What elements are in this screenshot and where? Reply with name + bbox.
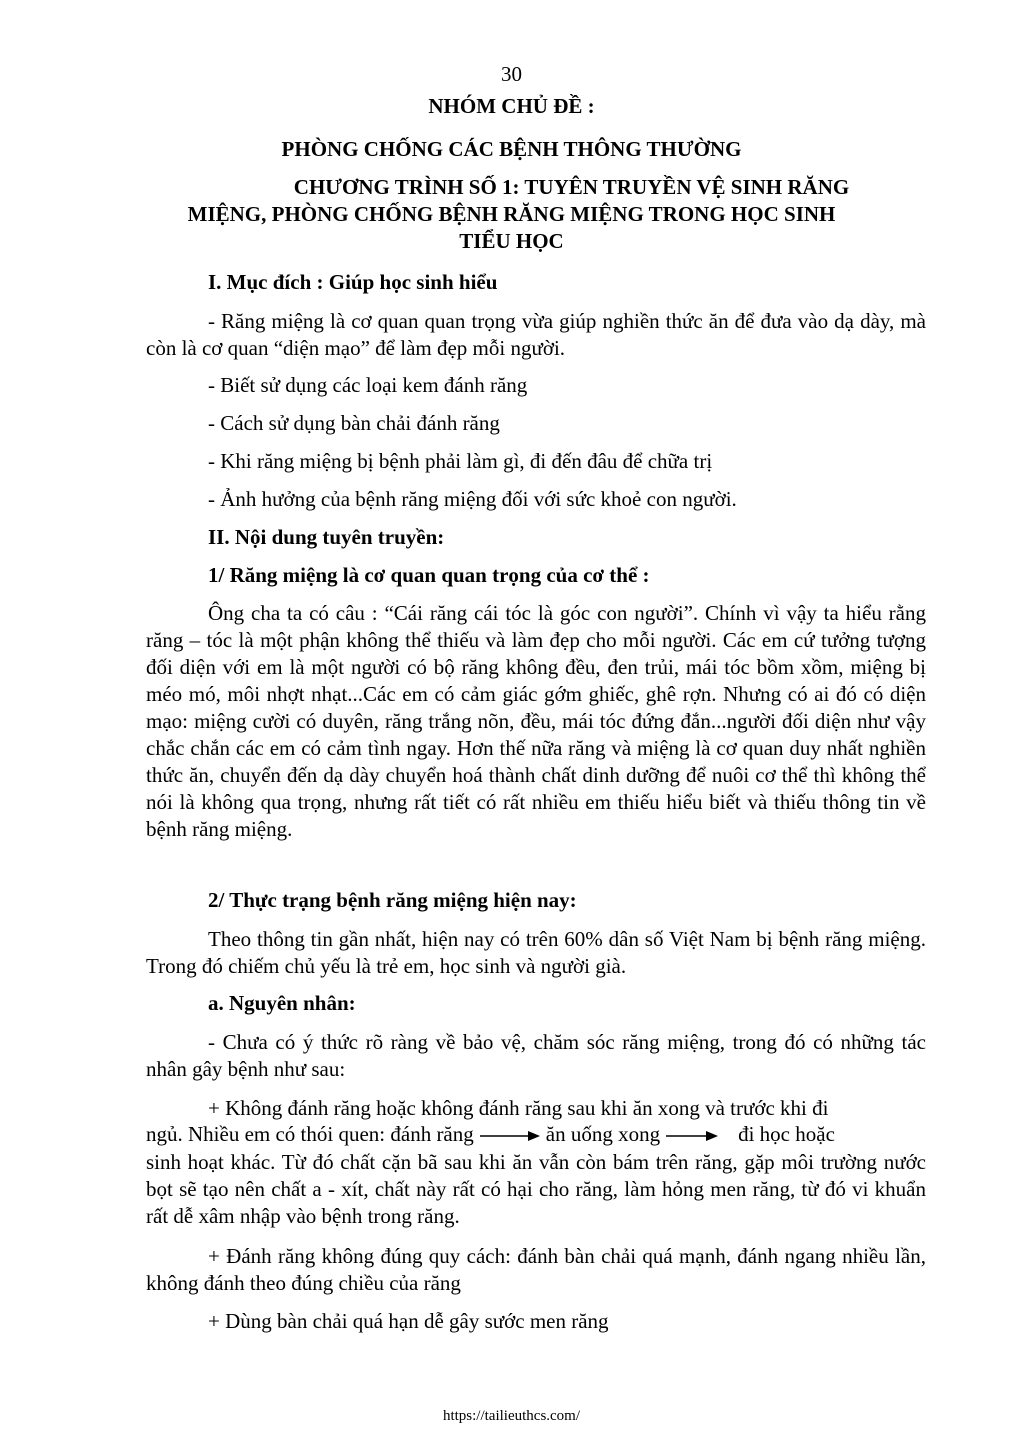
group-title: NHÓM CHỦ ĐỀ : (428, 94, 595, 118)
bullet-1-line-2 (146, 1122, 926, 1147)
purpose-item: - Biết sử dụng các loại kem đánh răng (208, 373, 528, 397)
section-1-intro: - Răng miệng là cơ quan quan trọng vừa giúp nghiền thức ăn để đưa vào dạ dày, mà còn là cơ quan “diện mạo” để làm đẹp mỗi người. (146, 309, 926, 360)
subsection-1-paragraph: Ông cha ta có câu : “Cái răng cái tóc là góc con người”. Chính vì vậy ta hiểu rằng răng – tóc là một phận không thể thiếu và làm đẹp cho mỗi người. Các em cứ tưởng tượng đối diện với em là một người có bộ răng không đều, đen trủi, mái tóc bồm xồm, miệng bị méo mó, môi nhợt nhạt...Các em có cảm giác gớm ghiếc, ghê rợn. Nhưng có ai đó có diện mạo: miệng cười có duyên, răng trắng nõn, đều, mái tóc đứng đắn...người đối diện như vậy chắc chắn các em có cảm tình ngay. Hơn thế nữa răng và miệng là cơ quan duy nhất nghiền thức ăn, chuyển đến dạ dày chuyển hoá thành chất dinh dưỡng để nuôi cơ thể thì không thể nói là không qua trọng, nhưng rất tiết có rất nhiều em thiếu hiểu biết và thiếu thông tin về bệnh răng miệng. (146, 601, 926, 841)
subsection-2-heading: 2/ Thực trạng bệnh răng miệng hiện nay: (208, 888, 577, 912)
bullet-1-text-c: đi học hoặc (738, 1122, 835, 1146)
purpose-item: - Cách sử dụng bàn chải đánh răng (208, 411, 500, 435)
program-title-line-3: TIỂU HỌC (459, 229, 564, 253)
purpose-item: - Khi răng miệng bị bệnh phải làm gì, đi đến đâu để chữa trị (208, 449, 713, 473)
subsection-2-paragraph: Theo thông tin gần nhất, hiện nay có trên 60% dân số Việt Nam bị bệnh răng miệng. Trong đó chiếm chủ yếu là trẻ em, học sinh và người già. (146, 927, 926, 978)
section-2-heading: II. Nội dung tuyên truyền: (208, 525, 445, 549)
bullet-1-text-a: ngủ. Nhiều em có thói quen: đánh răng (146, 1122, 474, 1146)
bullet-1-text-b: ăn uống xong (545, 1122, 661, 1146)
bullet-1-line-1: + Không đánh răng hoặc không đánh răng sau khi ăn xong và trước khi đi (208, 1096, 829, 1120)
subsection-1-heading: 1/ Răng miệng là cơ quan quan trọng của cơ thể : (208, 563, 650, 587)
bullet-2: + Đánh răng không đúng quy cách: đánh bàn chải quá mạnh, đánh ngang nhiều lần, không đánh theo đúng chiều của răng (146, 1244, 926, 1295)
right-arrow-icon (666, 1129, 718, 1143)
bullet-1-rest: sinh hoạt khác. Từ đó chất cặn bã sau khi ăn vẫn còn bám trên răng, gặp môi trường nước bọt sẽ tạo nên chất a - xít, chất này rất có hại cho răng, làm hỏng men răng, từ đó vi khuẩn rất dễ xâm nhập vào bệnh trong răng. (146, 1150, 926, 1228)
bullet-3: + Dùng bàn chải quá hạn dễ gây sước men răng (208, 1309, 609, 1333)
page-number: 30 (501, 62, 522, 86)
right-arrow-icon (480, 1129, 540, 1143)
purpose-item: - Ảnh hưởng của bệnh răng miệng đối với sức khoẻ con người. (208, 487, 737, 511)
causes-heading: a. Nguyên nhân: (208, 991, 356, 1015)
group-subtitle: PHÒNG CHỐNG CÁC BỆNH THÔNG THƯỜNG (281, 137, 742, 161)
causes-paragraph: - Chưa có ý thức rõ ràng về bảo vệ, chăm sóc răng miệng, trong đó có những tác nhân gây bệnh như sau: (146, 1030, 926, 1081)
program-title-line-1: CHƯƠNG TRÌNH SỐ 1: TUYÊN TRUYỀN VỆ SINH RĂNG (293, 175, 850, 199)
program-title-line-2: MIỆNG, PHÒNG CHỐNG BỆNH RĂNG MIỆNG TRONG HỌC SINH (187, 202, 836, 226)
footer-url: https://tailieuthcs.com/ (442, 1408, 581, 1424)
section-1-heading: I. Mục đích : Giúp học sinh hiểu (208, 270, 498, 294)
